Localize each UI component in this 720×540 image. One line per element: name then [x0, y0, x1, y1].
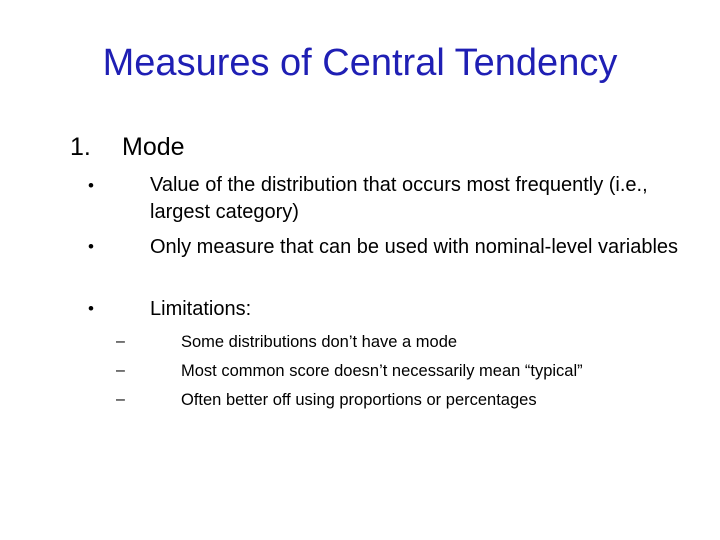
sub-bullet-text: Often better off using proportions or percentages	[181, 391, 537, 409]
bullet-text: Limitations:	[150, 298, 252, 320]
sub-bullet-text: Most common score doesn’t necessarily mean “typical”	[181, 362, 583, 380]
bullet-marker: •	[88, 237, 94, 256]
bullet-text: Only measure that can be used with nominal-level variables	[150, 236, 679, 258]
sub-bullet-marker: –	[116, 362, 125, 379]
slide-title: Measures of Central Tendency	[102, 42, 618, 84]
list-item-heading: Mode	[122, 133, 185, 161]
bullet-marker: •	[88, 176, 94, 195]
list-item-number: 1.	[70, 133, 91, 161]
bullet-marker: •	[88, 299, 94, 318]
sub-bullet-marker: –	[116, 391, 125, 408]
sub-bullet-marker: –	[116, 333, 125, 350]
sub-bullet-text: Some distributions don’t have a mode	[181, 333, 458, 351]
bullet-text: Value of the distribution that occurs most frequently (i.e., largest category)	[150, 174, 648, 223]
